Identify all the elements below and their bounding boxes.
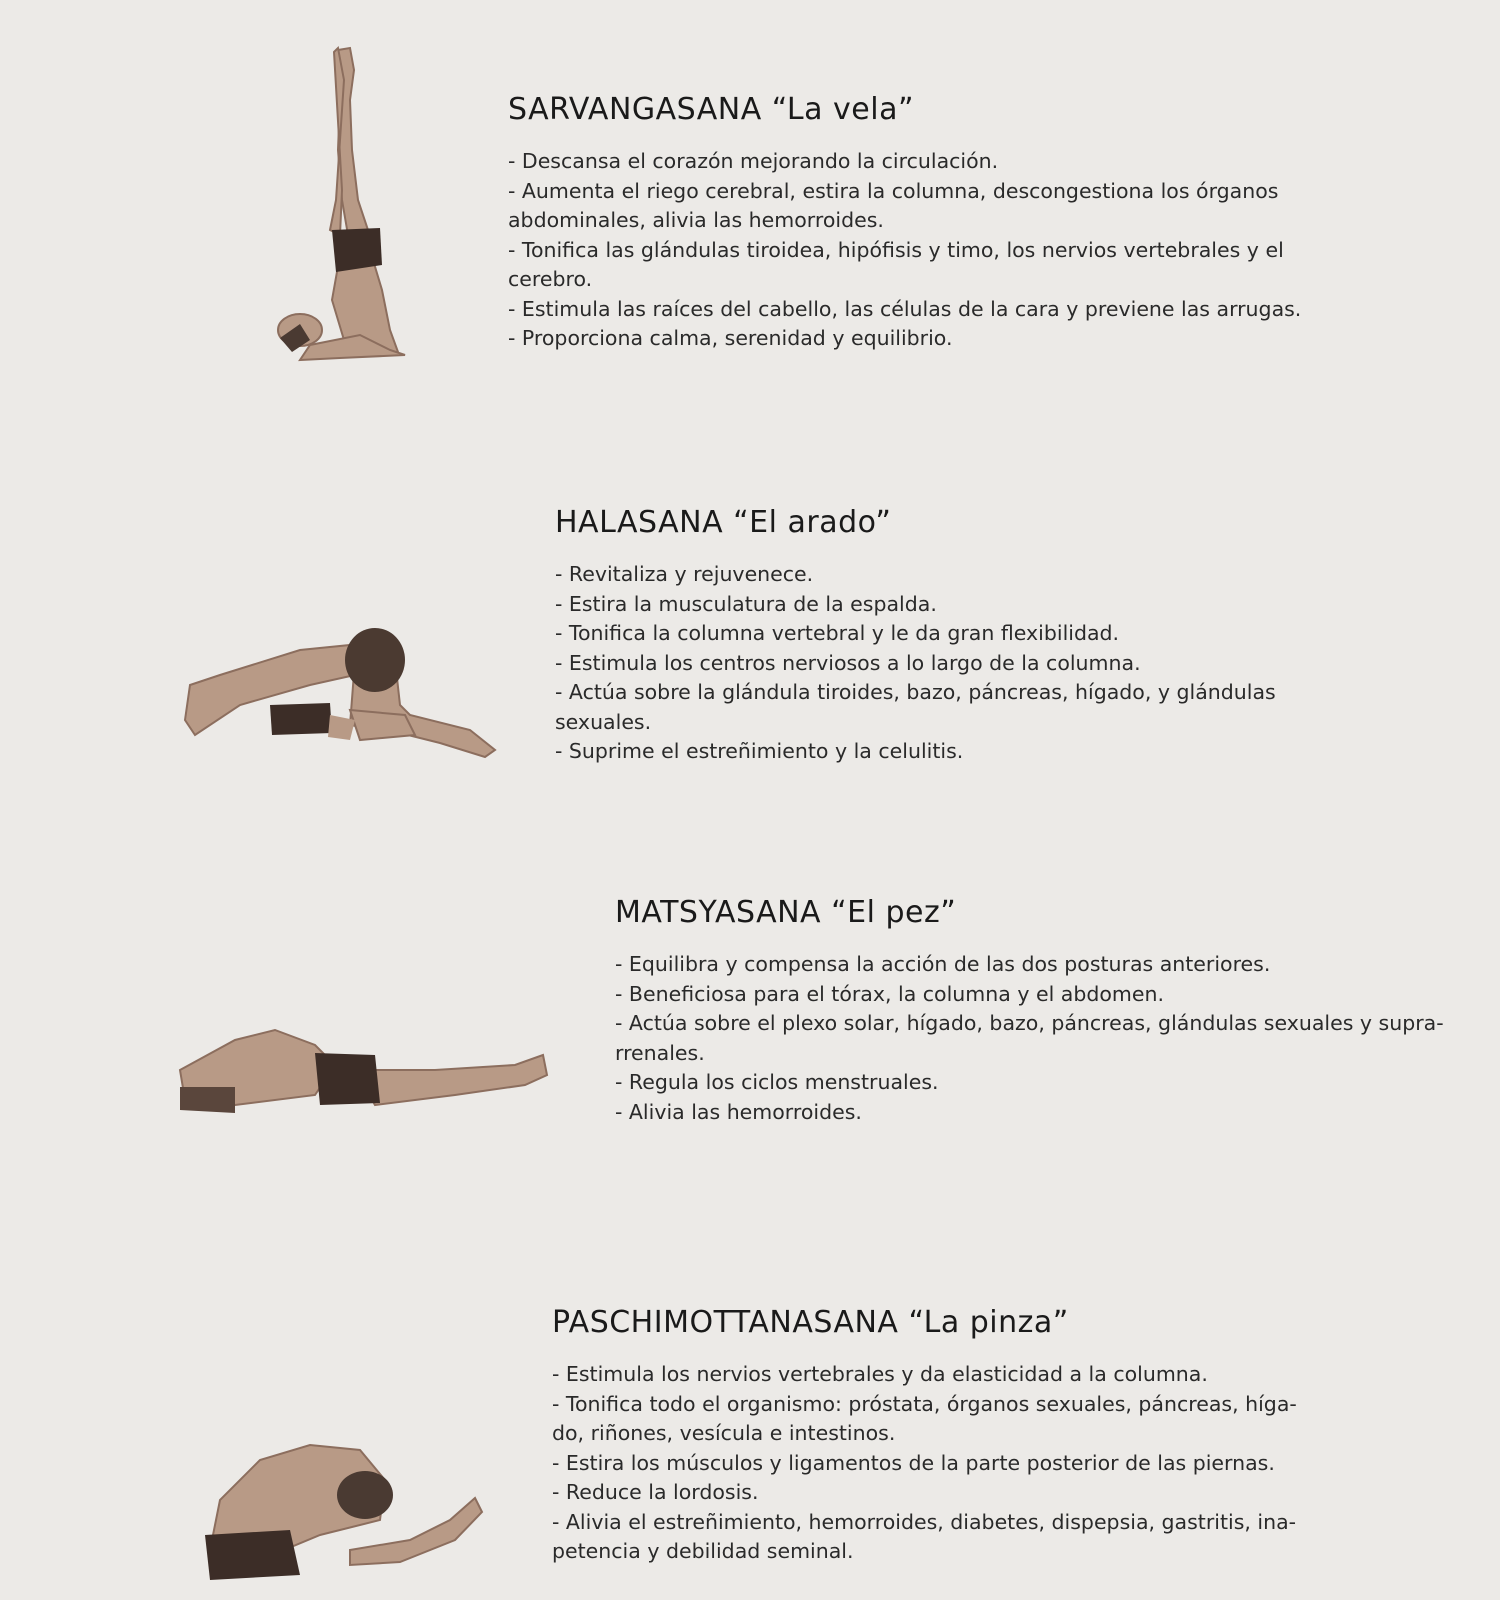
sarvangasana-pose-illustration bbox=[270, 40, 430, 370]
matsyasana-title: MATSYASANA “El pez” bbox=[615, 895, 957, 930]
sarvangasana-section bbox=[508, 92, 1301, 354]
matsyasana-pose-illustration bbox=[175, 1025, 555, 1135]
benefit-line: - Reduce la lordosis. bbox=[552, 1480, 759, 1504]
sarvangasana-benefits-list bbox=[508, 147, 1301, 354]
benefit-line: abdominales, alivia las hemorroides. bbox=[508, 208, 884, 232]
benefit-line: - Proporciona calma, serenidad y equilibrio. bbox=[508, 326, 953, 350]
benefit-line: - Descansa el corazón mejorando la circulación. bbox=[508, 149, 999, 173]
benefit-line: do, riñones, vesícula e intestinos. bbox=[552, 1421, 896, 1445]
benefit-line: - Revitaliza y rejuvenece. bbox=[555, 562, 814, 586]
benefit-line: - Regula los ciclos menstruales. bbox=[615, 1070, 939, 1094]
sarvangasana-title: SARVANGASANA “La vela” bbox=[508, 92, 915, 127]
benefit-line: - Estimula los nervios vertebrales y da elasticidad a la columna. bbox=[552, 1362, 1208, 1386]
benefit-line: rrenales. bbox=[615, 1040, 705, 1065]
benefit-line: - Aumenta el riego cerebral, estira la columna, descongestiona los órganos bbox=[508, 178, 1279, 203]
paschimottanasana-benefits-list bbox=[552, 1360, 1297, 1567]
benefit-line: - Tonifica la columna vertebral y le da gran flexibilidad. bbox=[555, 621, 1120, 645]
benefit-line: - Equilibra y compensa la acción de las dos posturas anteriores. bbox=[615, 952, 1271, 976]
benefit-line: sexuales. bbox=[555, 709, 652, 734]
benefit-line: petencia y debilidad seminal. bbox=[552, 1539, 854, 1563]
benefit-line: - Estira la musculatura de la espalda. bbox=[555, 591, 937, 616]
paschimottanasana-section bbox=[552, 1305, 1297, 1567]
matsyasana-benefits-list bbox=[615, 950, 1444, 1127]
paschimottanasana-pose-illustration bbox=[200, 1440, 490, 1585]
paschimottanasana-title: PASCHIMOTTANASANA “La pinza” bbox=[552, 1305, 1069, 1340]
halasana-section bbox=[555, 505, 1276, 767]
benefit-line: - Beneficiosa para el tórax, la columna y el abdomen. bbox=[615, 981, 1165, 1006]
halasana-benefits-list bbox=[555, 560, 1276, 767]
benefit-line: - Estimula los centros nerviosos a lo largo de la columna. bbox=[555, 650, 1141, 675]
benefit-line: - Suprime el estreñimiento y la celulitis. bbox=[555, 739, 964, 763]
benefit-line: - Alivia el estreñimiento, hemorroides, diabetes, dispepsia, gastritis, ina- bbox=[552, 1509, 1297, 1534]
halasana-title: HALASANA “El arado” bbox=[555, 505, 892, 540]
halasana-pose-illustration bbox=[180, 615, 510, 775]
benefit-line: - Actúa sobre el plexo solar, hígado, bazo, páncreas, glándulas sexuales y supra- bbox=[615, 1011, 1444, 1035]
matsyasana-section bbox=[615, 895, 1444, 1127]
benefit-line: - Estira los músculos y ligamentos de la parte posterior de las piernas. bbox=[552, 1450, 1275, 1475]
benefit-line: - Tonifica todo el organismo: próstata, órganos sexuales, páncreas, híga- bbox=[552, 1391, 1297, 1416]
benefit-line: - Alivia las hemorroides. bbox=[615, 1099, 862, 1124]
benefit-line: cerebro. bbox=[508, 267, 593, 291]
benefit-line: - Actúa sobre la glándula tiroides, bazo, páncreas, hígado, y glándulas bbox=[555, 680, 1276, 704]
benefit-line: - Estimula las raíces del cabello, las células de la cara y previene las arrugas. bbox=[508, 296, 1302, 321]
benefit-line: - Tonifica las glándulas tiroidea, hipófisis y timo, los nervios vertebrales y el bbox=[508, 237, 1284, 262]
